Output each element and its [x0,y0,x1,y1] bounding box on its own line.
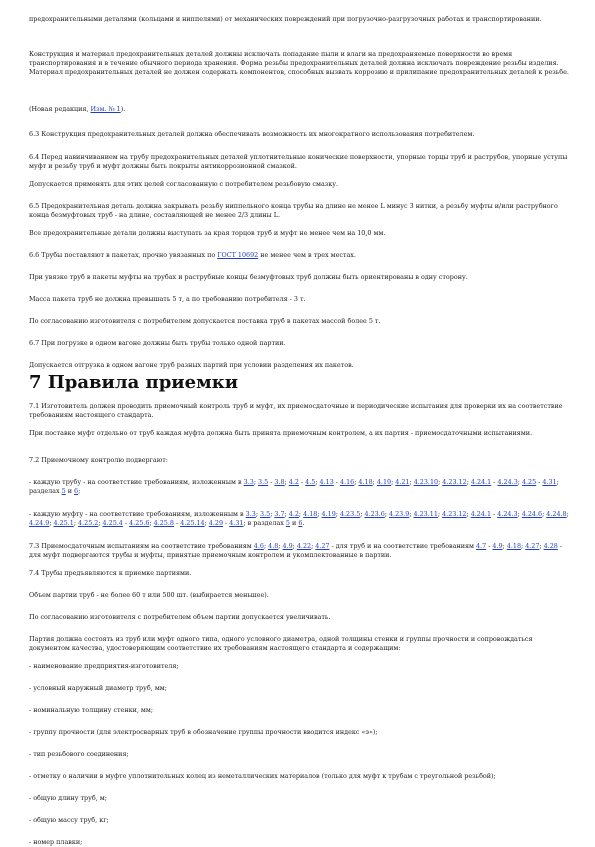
clause-link-3-7[interactable]: 3.7 [274,510,285,518]
inline-text: 7.3 Приемосдаточным испытаниям на соответствие требованиям [29,542,254,550]
clause-link-4-6[interactable]: 4.6 [253,542,264,550]
inline-text: ; [315,478,320,486]
paragraph-6-6: 6.6 Трубы поставляют в пакетах, прочно увязанных по ГОСТ 10692 не менее чем в трех местах. [29,251,356,259]
inline-text: ; [566,510,569,518]
inline-text: и [65,487,75,496]
list-item-total-mass: - общую массу труб, кг; [29,816,109,824]
paragraph-6-7: 6.7 При погрузке в одном вагоне должны быть трубы только одной партии. [29,339,286,347]
paragraph-amendment-note: (Новая редакция, Изм. № 1). [29,105,126,113]
inline-text: - [486,542,493,550]
inline-text: ; [292,542,297,550]
inline-text: ; [360,510,365,518]
paragraph-7-3 [29,542,569,560]
clause-link-4-27[interactable]: 4.27 [315,542,330,550]
paragraph-6-4: 6.4 Перед навинчиванием на трубу предохранительных деталей уплотнительные конические поверхности, упорные торцы труб и раструбов, упорные уступы муфт и резьбу труб и муфт должны быть покрыты антикоррозионной смазкой. [29,153,568,171]
clause-link-4-24-1[interactable]: 4.24.1 [470,510,492,518]
clause-link-4-25-4[interactable]: 4.25.4 [102,519,123,528]
inline-text: ; [409,510,414,518]
inline-text: и [290,519,299,528]
section-heading-acceptance-rules: 7 Правила приемки [29,372,239,393]
clause-link-4-18[interactable]: 4.18 [303,510,318,518]
inline-text: . [302,519,305,528]
inline-text: ; [517,478,522,486]
inline-text: - [173,519,181,528]
inline-text: ; [517,510,522,518]
inline-text: ; [263,542,269,550]
clause-link-4-28[interactable]: 4.28 [543,542,558,550]
paragraph-protective-parts-design: Конструкция и материал предохранительных деталей должны исключать попадание пыли и влаги на предохраняемые поверхности во время транспортирования и в течение обычного периода хранения. Форма резьбы предохранительных деталей должна исключать повреждение резьбы изделия. Материал предохранительных деталей не должен содержать компонентов, способных вызвать коррозию и прилипание предохранительных деталей к резьбе. [29,50,569,77]
clause-link-4-25-1[interactable]: 4.25.1 [53,519,74,528]
clause-link-4-25[interactable]: 4.25 [521,478,537,486]
list-item-pipe-requirements [29,478,569,496]
inline-text: ; [284,478,289,486]
inline-text: - каждую трубу - на соответствие требованиям, изложенным в [29,478,244,486]
paragraph-protective-parts-cont: предохранительными деталями (кольцами и ниппелями) от механических повреждений при погрузочно-разгрузочных работах и транспортировании. [29,15,542,23]
clause-link-4-9[interactable]: 4.9 [492,542,503,550]
inline-text: ; [73,519,79,528]
clause-link-4-24-6[interactable]: 4.24.6 [521,510,543,518]
inline-text: ; [317,510,322,518]
inline-text: ; в разделах [243,519,286,528]
inline-text: ; [284,510,289,518]
inline-text: - [333,478,340,486]
inline-text: ; [335,510,340,518]
clause-link-3-8[interactable]: 3.8 [274,478,285,486]
inline-text: - [536,478,543,486]
inline-text: - [491,478,498,486]
clause-link-4-18[interactable]: 4.18 [358,478,373,486]
list-item-wall-thickness: - номинальную толщину стенки, мм; [29,706,154,714]
paragraph-coupling-acceptance: При поставке муфт отдельно от труб каждая муфта должна быть принята приемочным контролем, а их партия - приемосдаточными испытаниями. [29,429,533,437]
inline-text: ; [78,487,81,496]
clause-link-6[interactable]: 6 [74,487,79,496]
clause-link-4-5[interactable]: 4.5 [305,478,316,486]
inline-text: ; [98,519,103,528]
clause-link-4-25-8[interactable]: 4.25.8 [153,519,174,528]
clause-link-4-16[interactable]: 4.16 [340,478,355,486]
inline-text: ; [539,542,544,550]
clause-link-4-24-8[interactable]: 4.24.8 [546,510,567,518]
paragraph-7-2: 7.2 Приемочному контролю подвергают: [29,456,168,464]
inline-text: - каждую муфту - на соответствие требованиям, изложенным в [29,510,246,518]
list-item-manufacturer: - наименование предприятия-изготовителя; [29,662,179,670]
clause-link-4-2[interactable]: 4.2 [288,478,299,486]
inline-text: - [298,478,306,486]
clause-link-4-7[interactable]: 4.7 [476,542,487,550]
clause-link-4-25-2[interactable]: 4.25.2 [78,519,99,528]
inline-text: - [491,510,498,518]
paragraph-7-4: 7.4 Трубы предъявляются к приемке партиями. [29,569,192,577]
list-item-heat-number: - номер плавки; [29,838,83,846]
clause-link-5[interactable]: 5 [285,519,290,528]
list-item-coupling-requirements [29,510,569,528]
paragraph-bundle-mass: Масса пакета труб не должна превышать 5 т, а по требованию потребителя - 3 т. [29,295,306,303]
paragraph-bundle-mass-agreement: По согласованию изготовителя с потребителем допускается поставка труб в пакетах массой более 5 т. [29,317,381,325]
clause-link-3-5[interactable]: 3.5 [258,478,269,486]
paragraph-lot-volume-agreement: По согласованию изготовителя с потребителем объем партии допускается увеличивать. [29,613,331,621]
clause-link-4-23-5[interactable]: 4.23.5 [339,510,361,518]
amendment-link[interactable]: Изм. № 1 [90,105,121,113]
inline-text: ; [298,510,304,518]
paragraph-7-1: 7.1 Изготовитель должен проводить приемочный контроль труб и муфт, их приемосдаточные и периодические испытания для проверки их на соответствие требованиям настоящего стандарта. [29,402,563,420]
inline-text: ; [521,542,526,550]
clause-link-3-5[interactable]: 3.5 [260,510,271,518]
paragraph-protrusion: Все предохранительные детали должны выступать за края торцов труб и муфт не менее чем на 10,0 мм. [29,229,386,237]
clause-link-4-13[interactable]: 4.13 [319,478,334,486]
clause-link-4-23-6[interactable]: 4.23.6 [364,510,385,518]
clause-link-6[interactable]: 6 [298,519,303,528]
clause-link-4-21[interactable]: 4.21 [395,478,410,486]
inline-text: - для муфт подвергаются трубы и муфты, принятые приемочным контролем и укомплектованные в партии. [29,542,563,560]
inline-text: ; [502,542,507,550]
clause-link-3-3[interactable]: 3.3 [245,510,256,518]
inline-text: ; [438,478,443,486]
inline-text: ; [466,478,471,486]
clause-link-4-27[interactable]: 4.27 [525,542,540,550]
inline-text: - [122,519,130,528]
clause-link-4-22[interactable]: 4.22 [296,542,312,550]
clause-link-4-2[interactable]: 4.2 [288,510,299,518]
inline-text: ; разделах [29,478,559,496]
clause-link-4-18[interactable]: 4.18 [506,542,522,550]
clause-link-4-23-12[interactable]: 4.23.12 [442,478,467,486]
clause-link-5[interactable]: 5 [61,487,66,496]
list-item-seal-rings: - отметку о наличии в муфте уплотнительных колец из неметаллических материалов (только для муфт к трубам с треугольной резьбой); [29,772,496,780]
clause-link-4-19[interactable]: 4.19 [321,510,336,518]
clause-link-4-23-12[interactable]: 4.23.12 [442,510,467,518]
inline-text: ; [278,542,283,550]
clause-link-4-25-6[interactable]: 4.25.6 [129,519,150,528]
inline-text: ; [149,519,154,528]
clause-link-4-24-3[interactable]: 4.24.3 [497,510,518,518]
clause-link-3-3[interactable]: 3.3 [243,478,254,486]
inline-text: ; [253,478,258,486]
clause-link-4-9[interactable]: 4.9 [282,542,293,550]
inline-text: ; [311,542,316,550]
clause-link-4-25-14[interactable]: 4.25.14 [180,519,205,528]
clause-link-4-23-9[interactable]: 4.23.9 [388,510,410,518]
inline-text: ; [372,478,377,486]
paragraph-lubricant-note: Допускается применять для этих целей согласованную с потребителем резьбовую смазку. [29,180,339,188]
clause-link-4-8[interactable]: 4.8 [268,542,279,550]
clause-link-4-29[interactable]: 4.29 [208,519,224,528]
inline-text: ; [466,510,471,518]
paragraph-6-5: 6.5 Предохранительная деталь должна закрывать резьбу ниппельного конца трубы на длине не менее L минус 3 нитки, а резьбу муфты и/или раструбного конца безмуфтовых труб - на длине, составляющей не менее 2/3 длины L. [29,202,558,220]
list-item-thread-type: - тип резьбового соединения; [29,750,129,758]
inline-text: - [223,519,230,528]
inline-text: ; [542,510,547,518]
clause-link-4-24-1[interactable]: 4.24.1 [470,478,492,486]
list-item-strength-group: - группу прочности (для электросварных труб в обозначение группы прочности вводится индекс «э»); [29,728,378,736]
inline-text: ; [204,519,209,528]
paragraph-bundle-orientation: При увязке труб в пакеты муфты на трубах и раструбные концы безмуфтовых труб должны быть ориентированы в одну сторону. [29,273,468,281]
clause-link-4-31[interactable]: 4.31 [542,478,557,486]
list-item-total-length: - общую длину труб, м; [29,794,107,802]
paragraph-lot-volume: Объем партии труб - не более 60 т или 500 шт. (выбирается меньшее). [29,591,269,599]
clause-link-4-23-11[interactable]: 4.23.11 [413,510,438,518]
list-item-outer-diameter: - условный наружный диаметр труб, мм; [29,684,167,692]
inline-text: - для труб и на соответствие требованиям [329,542,477,550]
inline-text: ; [270,510,275,518]
clause-link-4-24-9[interactable]: 4.24.9 [29,519,50,528]
inline-text: - [268,478,275,486]
inline-text: ; [437,510,443,518]
clause-link-4-19[interactable]: 4.19 [376,478,392,486]
paragraph-mixed-lots: Допускается отгрузка в одном вагоне труб разных партий при условии разделения их пакетов. [29,361,354,369]
inline-text: ; [354,478,359,486]
inline-text: ; [49,519,54,528]
inline-text: ; [384,510,389,518]
inline-text: ; [255,510,261,518]
paragraph-6-3: 6.3 Конструкция предохранительных деталей должна обеспечивать возможность их многократного использования потребителем. [29,130,475,138]
inline-text: ; [391,478,396,486]
clause-link-4-24-3[interactable]: 4.24.3 [497,478,518,486]
inline-text: ; [409,478,414,486]
gost-10692-link[interactable]: ГОСТ 10692 [217,251,259,259]
paragraph-lot-composition: Партия должна состоять из труб или муфт одного типа, одного условного диаметра, одной толщины стенки и группы прочности и сопровождаться документом качества, удостоверяющим соответствие их требованиям настоящего стандарта и содержащим: [29,635,533,653]
clause-link-4-23-10[interactable]: 4.23.10 [413,478,439,486]
clause-link-4-31[interactable]: 4.31 [229,519,244,528]
